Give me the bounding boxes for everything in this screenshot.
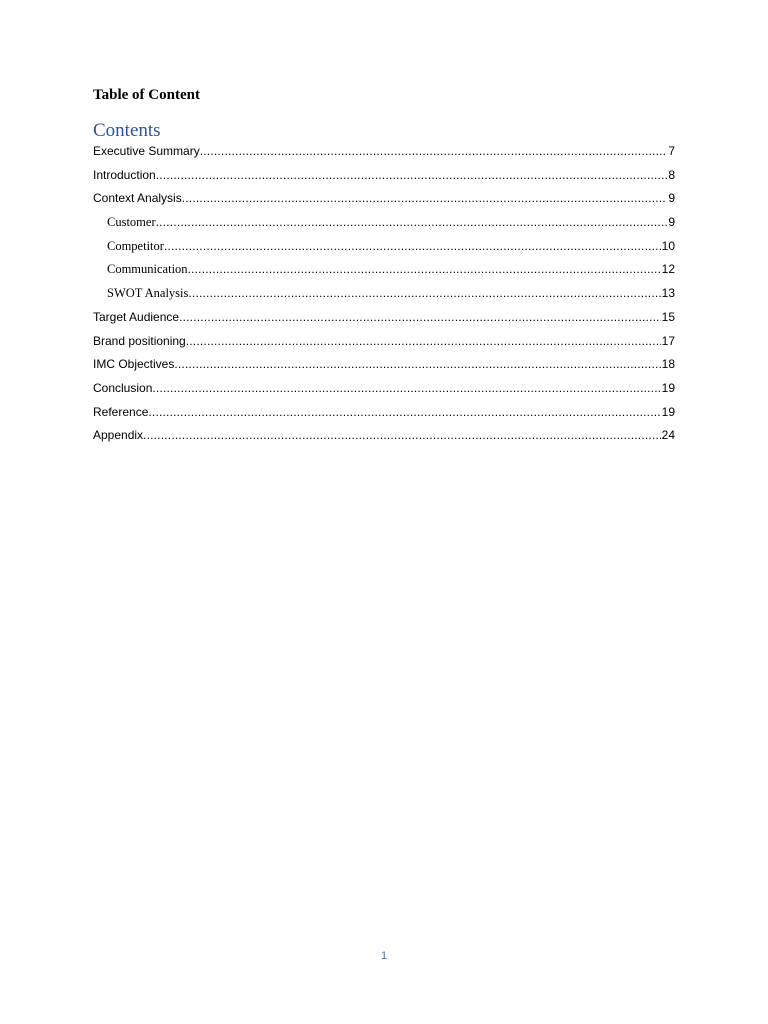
toc-entry-label: Customer [107, 215, 156, 230]
toc-entry-communication[interactable] [93, 258, 675, 282]
toc-entry-target-audience[interactable] [93, 306, 675, 330]
toc-entry-page: 10 [661, 238, 675, 253]
toc-entry-label: Context Analysis [93, 191, 182, 206]
toc-entry-label: Executive Summary [93, 144, 200, 158]
toc-entry-label: Reference [93, 404, 149, 419]
toc-entry-label: IMC Objectives [93, 357, 175, 372]
toc-entry-page: 12 [661, 262, 675, 277]
toc-entry-label: Communication [107, 262, 188, 277]
toc-entry-page: 15 [661, 309, 675, 324]
dot-leader [152, 377, 660, 401]
dot-leader [182, 187, 668, 211]
toc-entry-page: 9 [668, 215, 675, 230]
toc-entry-page: 9 [668, 191, 675, 206]
toc-entry-customer[interactable] [93, 211, 675, 235]
toc-entry-brand-positioning[interactable] [93, 330, 675, 354]
toc-entry-executive-summary[interactable] [93, 140, 675, 164]
toc-entry-page: 24 [661, 428, 675, 443]
toc-entry-label: Conclusion [93, 380, 153, 395]
toc-entry-label: Target Audience [93, 309, 180, 324]
toc-entry-page: 18 [661, 357, 675, 372]
dot-leader [186, 330, 661, 354]
dot-leader [143, 424, 661, 448]
toc-entry-label: Appendix [93, 428, 144, 443]
toc-entry-label: SWOT Analysis [107, 286, 189, 301]
toc-title: Contents [93, 120, 161, 141]
table-of-contents [93, 140, 675, 448]
toc-entry-page: 19 [661, 404, 675, 419]
toc-entry-page: 7 [668, 144, 675, 158]
dot-leader [188, 258, 661, 282]
dot-leader [156, 164, 668, 188]
toc-entry-introduction[interactable] [93, 164, 675, 188]
document-heading: Table of Content [93, 87, 200, 103]
toc-entry-reference[interactable] [93, 401, 675, 425]
toc-entry-label: Competitor [107, 238, 164, 253]
toc-entry-label: Introduction [93, 167, 156, 182]
toc-entry-conclusion[interactable] [93, 377, 675, 401]
toc-entry-page: 17 [661, 333, 675, 348]
toc-entry-imc-objectives[interactable] [93, 353, 675, 377]
toc-entry-page: 8 [668, 167, 675, 182]
dot-leader [179, 306, 661, 330]
toc-entry-label: Brand positioning [93, 333, 186, 348]
dot-leader [174, 353, 660, 377]
dot-leader [164, 235, 661, 259]
toc-entry-appendix[interactable] [93, 424, 675, 448]
dot-leader [200, 140, 668, 164]
dot-leader [156, 211, 668, 235]
dot-leader [188, 282, 660, 306]
dot-leader [148, 401, 660, 425]
toc-entry-page: 13 [661, 286, 675, 301]
toc-entry-competitor[interactable] [93, 235, 675, 259]
toc-entry-page: 19 [661, 380, 675, 395]
page-number: 1 [380, 950, 388, 962]
toc-entry-context-analysis[interactable] [93, 187, 675, 211]
toc-entry-swot-analysis[interactable] [93, 282, 675, 306]
